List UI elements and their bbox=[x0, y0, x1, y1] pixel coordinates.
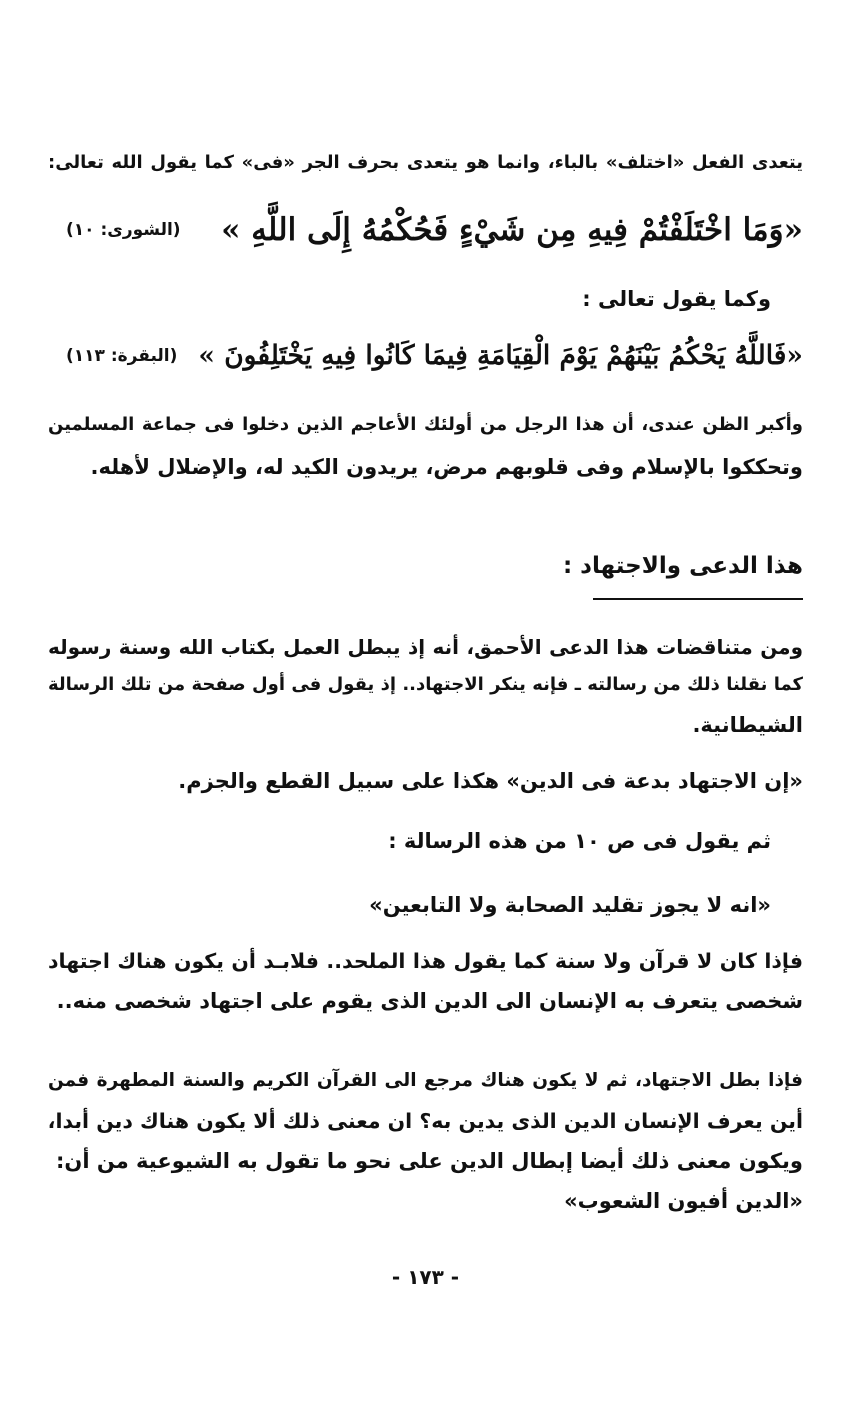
verse-1-reference: (الشورى: ١٠) bbox=[66, 220, 181, 240]
quran-verse-2: «فَاللَّهُ يَحْكُمُ بَيْنَهُمْ يَوْمَ الْقِيَامَةِ فِيمَا كَانُوا فِيهِ يَخْتَلِفُونَ » bbox=[198, 340, 803, 371]
paragraph-3-line-2: شخصى يتعرف به الإنسان الى الدين الذى يقوم على اجتهاد شخصى منه.. bbox=[56, 989, 803, 1013]
paragraph-4-line-1: فإذا بطل الاجتهاد، ثم لا يكون هناك مرجع الى القرآن الكريم والسنة المطهرة فمن bbox=[48, 1070, 803, 1091]
paragraph-4-line-2: أين يعرف الإنسان الدين الذى يدين به؟ ان معنى ذلك ألا يكون هناك دين أبدا، bbox=[47, 1109, 803, 1133]
quote-1: «إن الاجتهاد بدعة فى الدين» هكذا على سبيل القطع والجزم. bbox=[178, 769, 803, 793]
section-heading-underline bbox=[593, 598, 803, 600]
paragraph-1-line-1: وأكبر الظن عندى، أن هذا الرجل من أولئك الأعاجم الذين دخلوا فى جماعة المسلمين bbox=[48, 414, 803, 435]
section-heading: هذا الدعى والاجتهاد : bbox=[562, 553, 803, 579]
paragraph-2-line-1: ومن متناقضات هذا الدعى الأحمق، أنه إذ يبطل العمل بكتاب الله وسنة رسوله bbox=[48, 635, 803, 659]
page-reference-note: ثم يقول فى ص ١٠ من هذه الرسالة : bbox=[388, 829, 771, 853]
verse-2-reference: (البقرة: ١١٣) bbox=[66, 346, 178, 366]
quote-2: «انه لا يجوز تقليد الصحابة ولا التابعين» bbox=[369, 893, 771, 917]
paragraph-2-line-3: الشيطانية. bbox=[692, 713, 803, 737]
quran-verse-1: «وَمَا اخْتَلَفْتُمْ فِيهِ مِن شَيْءٍ فَحُكْمُهُ إِلَى اللَّهِ » bbox=[221, 212, 803, 248]
transition-line: وكما يقول تعالى : bbox=[582, 287, 771, 311]
verse-2-row bbox=[48, 326, 803, 386]
page-number: - ١٧٣ - bbox=[391, 1265, 460, 1289]
paragraph-4-line-3: ويكون معنى ذلك أيضا إبطال الدين على نحو ما تقول به الشيوعية من أن: bbox=[56, 1149, 803, 1173]
intro-line-1: يتعدى الفعل «اختلف» بالباء، وانما هو يتعدى بحرف الجر «فى» كما يقول الله تعالى: bbox=[48, 152, 803, 173]
paragraph-3-line-1: فإذا كان لا قرآن ولا سنة كما يقول هذا الملحد.. فلابـد أن يكون هناك اجتهاد bbox=[48, 949, 803, 973]
paragraph-4-line-4: «الدين أفيون الشعوب» bbox=[564, 1189, 803, 1213]
verse-1-row bbox=[48, 200, 803, 260]
paragraph-2-line-2: كما نقلنا ذلك من رسالته ـ فإنه ينكر الاجتهاد.. إذ يقول فى أول صفحة من تلك الرسالة bbox=[48, 674, 803, 695]
paragraph-1-line-2: وتحككوا بالإسلام وفى قلوبهم مرض، يريدون الكيد له، والإضلال لأهله. bbox=[90, 455, 803, 479]
